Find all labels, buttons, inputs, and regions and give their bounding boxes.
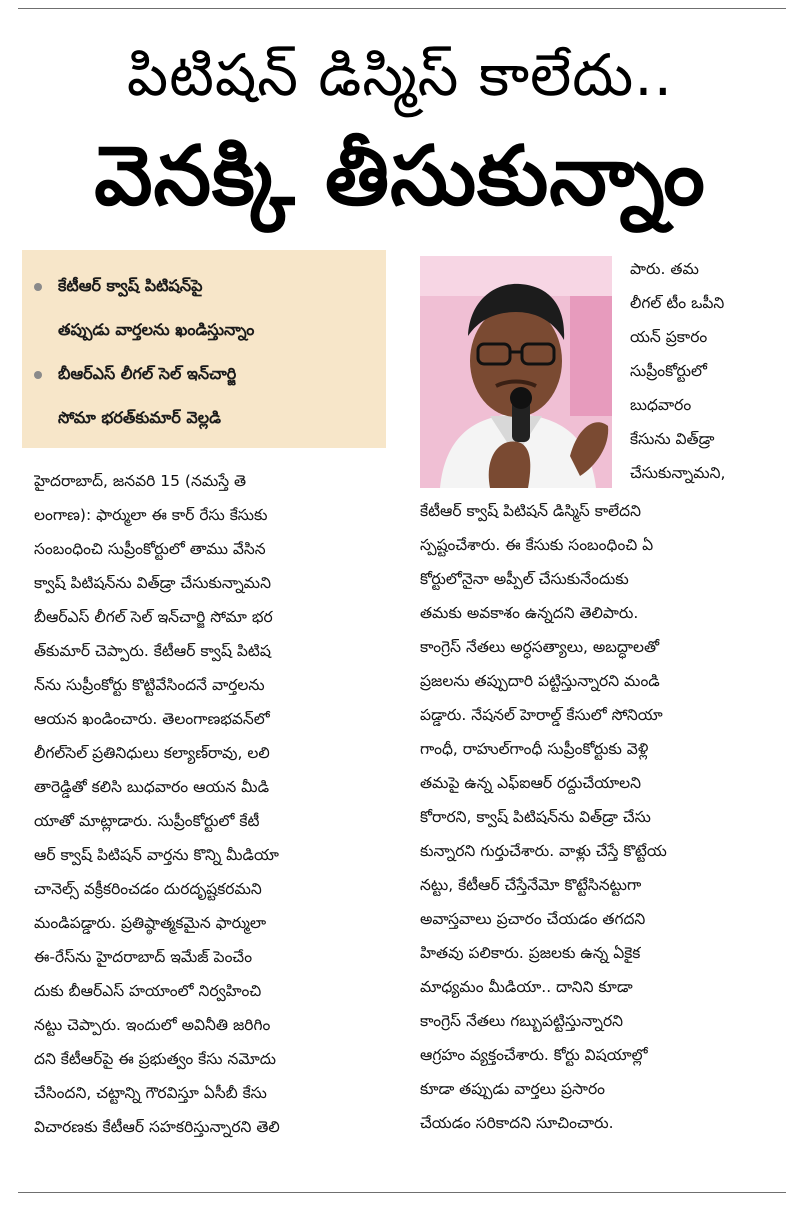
body-line: సంబంధించి సుప్రీంకోర్టులో తాము వేసిన — [34, 540, 266, 558]
body-line: స్పష్టంచేశారు. ఈ కేసుకు సంబంధించి ఏ — [420, 536, 654, 554]
body-line: తారెడ్డితో కలిసి బుధవారం ఆయన మీడి — [34, 778, 270, 796]
body-line: చేసిందని, చట్టాన్ని గౌరవిస్తూ ఏసీబీ కేసు — [34, 1084, 267, 1102]
highlights-box — [22, 250, 386, 448]
body-line: పారు. తమ — [630, 260, 699, 278]
bullet-icon — [34, 371, 42, 379]
body-line: హైదరాబాద్, జనవరి 15 (నమస్తే తె — [34, 472, 247, 490]
highlight-item: తప్పుడు వార్తలను ఖండిస్తున్నాం — [58, 320, 255, 339]
body-line: త్‌కుమార్ చెప్పారు. కేటీఆర్ క్వాష్ పిటిష — [34, 642, 271, 660]
body-line: చేసుకున్నామని, — [630, 464, 726, 482]
bullet-icon — [34, 283, 42, 291]
top-rule — [18, 8, 786, 9]
body-line: అవాస్తవాలు ప్రచారం చేయడం తగదని — [420, 910, 646, 928]
body-line: హితవు పలికారు. ప్రజలకు ఉన్న ఏకైక — [420, 944, 641, 962]
body-line: లీగల్‌సెల్ ప్రతినిధులు కల్యాణ్‌రావు, లలి — [34, 744, 270, 762]
body-line: చానెల్స్ వక్రీకరించడం దురదృష్టకరమని — [34, 880, 262, 898]
body-line: న్‌ను సుప్రీంకోర్టు కొట్టివేసిందనే వార్తలను — [34, 676, 265, 694]
headline-line-2: వెనక్కి తీసుకున్నాం — [94, 129, 706, 224]
body-line: ఆర్ క్వాష్ పిటిషన్ వార్తను కొన్ని మీడియా — [34, 846, 279, 864]
body-line: కేసును విత్‌డ్రా — [630, 430, 715, 448]
body-line: సుప్రీంకోర్టులో — [630, 362, 707, 380]
body-line: కేటీఆర్ క్వాష్ పిటిషన్ డిస్మిస్ కాలేదని — [420, 502, 641, 520]
body-line: బీఆర్‌ఎస్ లీగల్ సెల్ ఇన్‌చార్జి సోమా భర — [34, 608, 273, 626]
body-line: తమకు అవకాశం ఉన్నదని తెలిపారు. — [420, 604, 639, 622]
body-line: దుకు బీఆర్‌ఎస్ హయాంలో నిర్వహించి — [34, 982, 262, 1000]
body-line: కున్నారని గుర్తుచేశారు. వాళ్లు చేస్తే కొట్టేయ — [420, 842, 667, 860]
body-line: కూడా తప్పుడు వార్తలు ప్రసారం — [420, 1080, 606, 1098]
body-line: నట్టు, కేటీఆర్ చేస్తేనేమో కొట్టేసినట్టుగా — [420, 876, 642, 894]
body-line: ప్రజలను తప్పుదారి పట్టిస్తున్నారని మండి — [420, 672, 660, 690]
body-line: దని కేటీఆర్‌పై ఈ ప్రభుత్వం కేసు నమోదు — [34, 1050, 277, 1068]
body-line: చేయడం సరికాదని సూచించారు. — [420, 1114, 614, 1132]
highlight-item: బీఆర్‌ఎస్ లీగల్ సెల్ ఇన్‌చార్జి — [58, 364, 237, 383]
body-line: లీగల్ టీం ఒపీని — [630, 294, 725, 312]
body-line: తమపై ఉన్న ఎఫ్‌ఐఆర్ రద్దుచేయాలని — [420, 774, 642, 792]
body-line: పడ్డారు. నేషనల్ హెరాల్డ్ కేసులో సోనియా — [420, 706, 663, 724]
body-line: బుధవారం — [630, 396, 692, 414]
body-line: గాంధీ, రాహుల్‌గాంధీ సుప్రీంకోర్టుకు వెళ్లి — [420, 740, 649, 758]
body-line: నట్టు చెప్పారు. ఇందులో అవినీతి జరిగిం — [34, 1016, 271, 1034]
body-line: క్వాష్ పిటిషన్‌ను విత్‌డ్రా చేసుకున్నామని — [34, 574, 271, 592]
highlight-item: సోమా భరత్‌కుమార్ వెల్లడి — [58, 408, 221, 427]
body-line: లంగాణ): ఫార్ములా ఈ కార్ రేసు కేసుకు — [34, 506, 268, 524]
body-line: కాంగ్రెస్ నేతలు గబ్బుపట్టిస్తున్నారని — [420, 1012, 624, 1030]
body-line: మాధ్యమం మీడియా.. దానిని కూడా — [420, 978, 633, 996]
body-line: కాంగ్రెస్ నేతలు అర్ధసత్యాలు, అబద్ధాలతో — [420, 638, 660, 656]
body-line: విచారణకు కేటీఆర్ సహకరిస్తున్నారని తెలి — [34, 1118, 280, 1136]
body-line: కోరారని, క్వాష్ పిటిషన్‌ను విత్‌డ్రా చేసు — [420, 808, 651, 826]
body-line: ఆగ్రహం వ్యక్తంచేశారు. కోర్టు విషయాల్లో — [420, 1046, 648, 1064]
body-line: యాతో మాట్లాడారు. సుప్రీంకోర్టులో కేటీ — [34, 812, 260, 830]
speaker-photo — [420, 256, 612, 488]
highlight-item: కేటీఆర్ క్వాష్ పిటిషన్‌పై — [58, 276, 203, 295]
body-line: ఆయన ఖండించారు. తెలంగాణభవన్‌లో — [34, 710, 270, 728]
body-line: మండిపడ్డారు. ప్రతిష్ఠాత్మకమైన ఫార్ములా — [34, 914, 267, 932]
body-line: కోర్టులోనైనా అప్పీల్ చేసుకునేందుకు — [420, 570, 629, 588]
bottom-rule — [18, 1192, 786, 1193]
body-line: ఈ-రేస్‌ను హైదరాబాద్ ఇమేజ్ పెంచేం — [34, 948, 253, 966]
headline-line-1: పిటిషన్ డిస్మిస్ కాలేదు.. — [126, 41, 674, 109]
body-line: యన్ ప్రకారం — [630, 328, 708, 346]
